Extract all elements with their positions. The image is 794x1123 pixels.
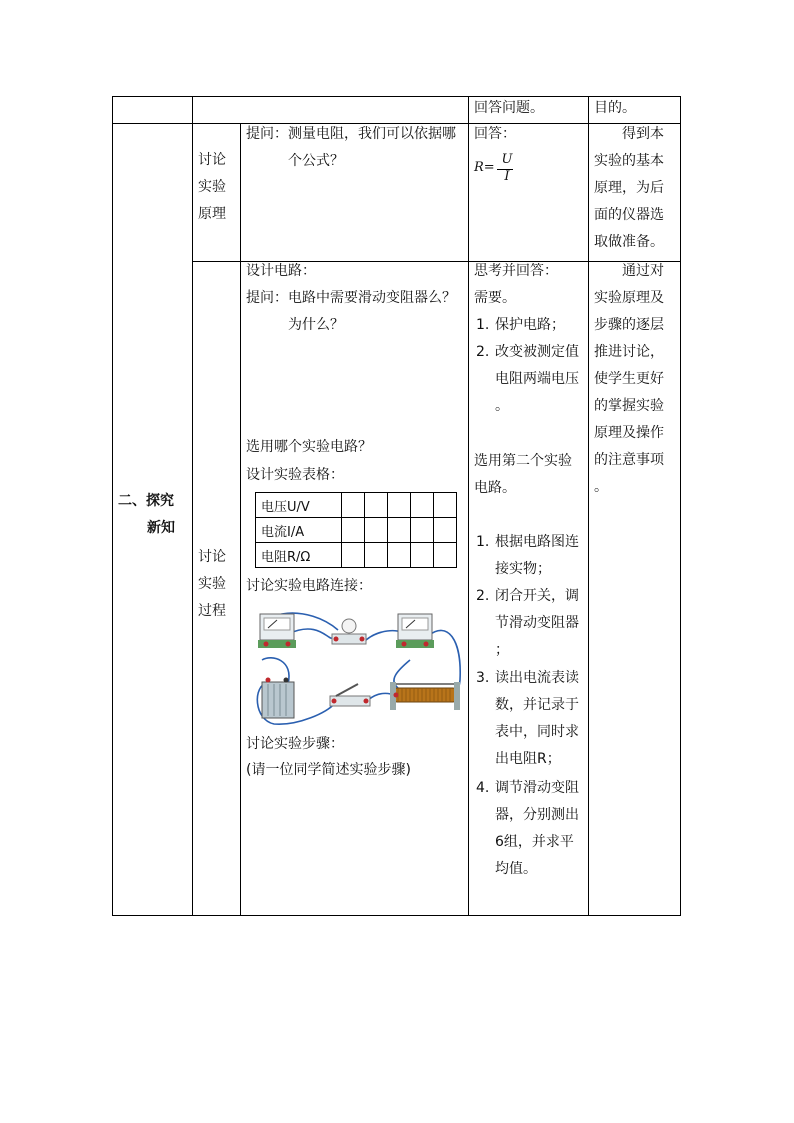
switch-icon <box>330 684 370 706</box>
steps-note: (请一位同学简述实验步骤) <box>246 762 411 778</box>
table-row: 电阻R/Ω <box>256 543 457 568</box>
top-row-answer: 回答问题。 <box>474 100 544 116</box>
discuss-connection-text: 讨论实验电路连接： <box>246 578 372 594</box>
table-row: 电压U/V <box>256 493 457 518</box>
section-label: 二、探究 <box>118 493 174 509</box>
principle-question-prefix: 提问： <box>246 126 288 142</box>
student-think: 思考并回答： <box>474 263 558 279</box>
choose-circuit-2: 电路。 <box>474 480 516 496</box>
table-row: 电流I/A <box>256 518 457 543</box>
ask-prefix: 提问： <box>246 290 288 306</box>
circuit-illustration <box>248 600 464 728</box>
design-circuit-text: 设计电路： <box>246 263 316 279</box>
ask-question-2: 为什么？ <box>288 317 344 333</box>
design-table-text: 设计实验表格： <box>246 467 344 483</box>
student-need: 需要。 <box>474 290 516 306</box>
principle-question-2: 个公式？ <box>288 153 344 169</box>
bulb-icon <box>332 619 366 644</box>
which-circuit-text: 选用哪个实验电路？ <box>246 439 372 455</box>
ask-question: 电路中需要滑动变阻器么？ <box>288 290 456 306</box>
battery-icon <box>262 678 294 719</box>
section-label-2: 新知 <box>147 520 175 536</box>
ohm-formula: R= U I <box>474 152 513 184</box>
discuss-steps-text: 讨论实验步骤： <box>246 736 344 752</box>
voltmeter-icon <box>258 614 296 648</box>
principle-answer-label: 回答： <box>474 126 516 142</box>
principle-question: 测量电阻，我们可以依据哪 <box>288 126 456 142</box>
data-table <box>255 492 457 568</box>
rheostat-icon <box>390 682 460 710</box>
ammeter-icon <box>396 614 434 648</box>
choose-circuit: 选用第二个实验 <box>474 453 572 469</box>
top-row-purpose: 目的。 <box>594 100 636 116</box>
